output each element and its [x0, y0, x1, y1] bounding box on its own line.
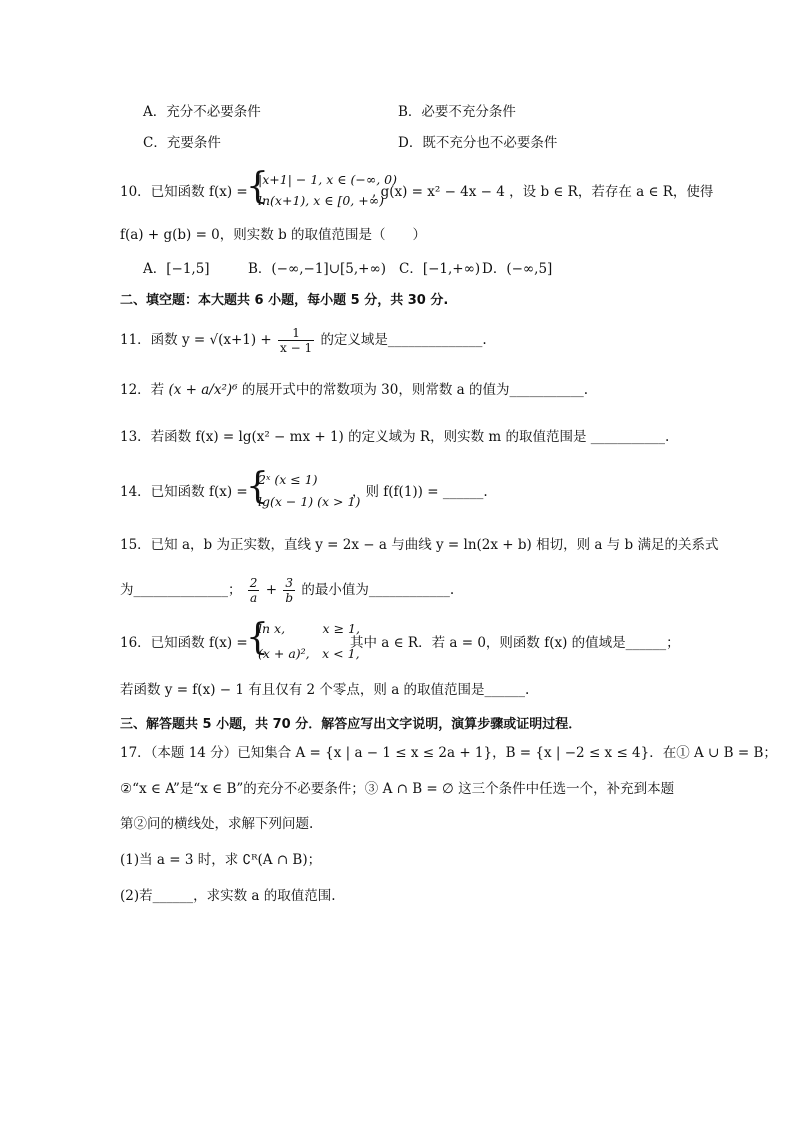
q10-option-b: B．(−∞,−1]∪[5,+∞) [248, 261, 386, 277]
q12-lead: 12．若 [120, 382, 165, 398]
q15-line2-tail: 的最小值为____________. [301, 582, 455, 598]
q17-part1: (1)当 a = 3 时，求 ∁ᴿ(A ∩ B)； [120, 852, 322, 868]
q17-part2: (2)若______，求实数 a 的取值范围. [120, 888, 336, 904]
q10-g: , g(x) = x² − 4x − 4 ，设 b ∈ R，若存在 a ∈ R，使得 [372, 184, 714, 200]
q14-case2: lg(x − 1) (x > 1) [258, 494, 361, 509]
section-2-heading: 二、填空题：本大题共 6 小题，每小题 5 分，共 30 分. [120, 293, 449, 308]
q15-fraction-2-denominator: b [285, 591, 294, 605]
q15-fraction-2-numerator: 3 [283, 576, 295, 591]
q11-tail: 的定义域是______________. [320, 332, 487, 348]
q11-lead: 11．函数 y = √(x+1) + [120, 332, 272, 348]
q17-line3: 第②问的横线处，求解下列问题. [120, 816, 314, 832]
q16-tail: 其中 a ∈ R．若 a = 0，则函数 f(x) 的值域是______； [350, 635, 680, 651]
q9-option-b: B．必要不充分条件 [398, 104, 516, 120]
q16-case2: (x + a)², x < 1, [258, 646, 360, 661]
q11 [120, 326, 487, 355]
q10-brace: { [246, 166, 269, 207]
q15-line2-lead: 为______________； [120, 582, 242, 598]
q10-option-c: C．[−1,+∞) [399, 261, 481, 277]
q15-fraction-1-denominator: a [250, 591, 258, 605]
q12-tail: 的展开式中的常数项为 30，则常数 a 的值为___________. [241, 382, 589, 398]
q16-line2: 若函数 y = f(x) − 1 有且仅有 2 个零点，则 a 的取值范围是______. [120, 682, 530, 698]
q15-line2 [120, 576, 454, 605]
q10-option-d: D．(−∞,5] [482, 261, 553, 277]
q11-numerator: 1 [278, 326, 314, 341]
q15-fraction-2 [283, 576, 295, 605]
q14-brace: { [246, 466, 269, 507]
q9-option-a: A．充分不必要条件 [143, 104, 261, 120]
q11-denominator: x − 1 [280, 341, 313, 355]
q10-case1: |x+1| − 1, x ∈ (−∞, 0) [258, 172, 398, 187]
q15-plus: + [265, 582, 278, 598]
q10-line2: f(a) + g(b) = 0，则实数 b 的取值范围是（ ） [120, 227, 426, 243]
q16-lead: 16．已知函数 f(x) = [120, 635, 248, 651]
q13: 13．若函数 f(x) = lg(x² − mx + 1) 的定义域为 R，则实数 m 的取值范围是 ___________. [120, 429, 670, 445]
q17-line2: ②“x ∈ A”是“x ∈ B”的充分不必要条件；③ A ∩ B = ∅ 这三个条件中任选一个，补充到本题 [120, 781, 675, 797]
q16-brace: { [246, 617, 269, 658]
q12 [120, 380, 588, 400]
q10-case2: ln(x+1), x ∈ [0, +∞) [258, 193, 385, 208]
q15-line1: 15．已知 a，b 为正实数，直线 y = 2x − a 与曲线 y = ln(2x + b) 相切，则 a 与 b 满足的关系式 [120, 537, 719, 553]
q14-lead: 14．已知函数 f(x) = [120, 484, 248, 500]
q11-fraction [278, 326, 314, 355]
q14-tail: ，则 f(f(1)) = ______. [352, 484, 488, 500]
q15-fraction-1 [248, 576, 260, 605]
q15-fraction-1-numerator: 2 [249, 576, 258, 590]
q9-option-c: C．充要条件 [143, 135, 221, 151]
q12-expression: (x + a/x²)⁶ [168, 382, 238, 398]
q17-line1: 17．（本题 14 分）已知集合 A = {x | a − 1 ≤ x ≤ 2a + 1}，B = {x | −2 ≤ x ≤ 4}．在① A ∪ B = B； [120, 745, 777, 761]
q10-lead: 10．已知函数 f(x) = [120, 184, 248, 200]
section-3-heading: 三、解答题共 5 小题，共 70 分．解答应写出文字说明，演算步骤或证明过程． [120, 717, 582, 732]
q14-case1: 2ˣ (x ≤ 1) [258, 472, 318, 487]
q16-case1: ln x, x ≥ 1, [258, 621, 360, 636]
q9-option-d: D．既不充分也不必要条件 [398, 135, 558, 151]
q10-option-a: A．[−1,5] [143, 261, 210, 277]
